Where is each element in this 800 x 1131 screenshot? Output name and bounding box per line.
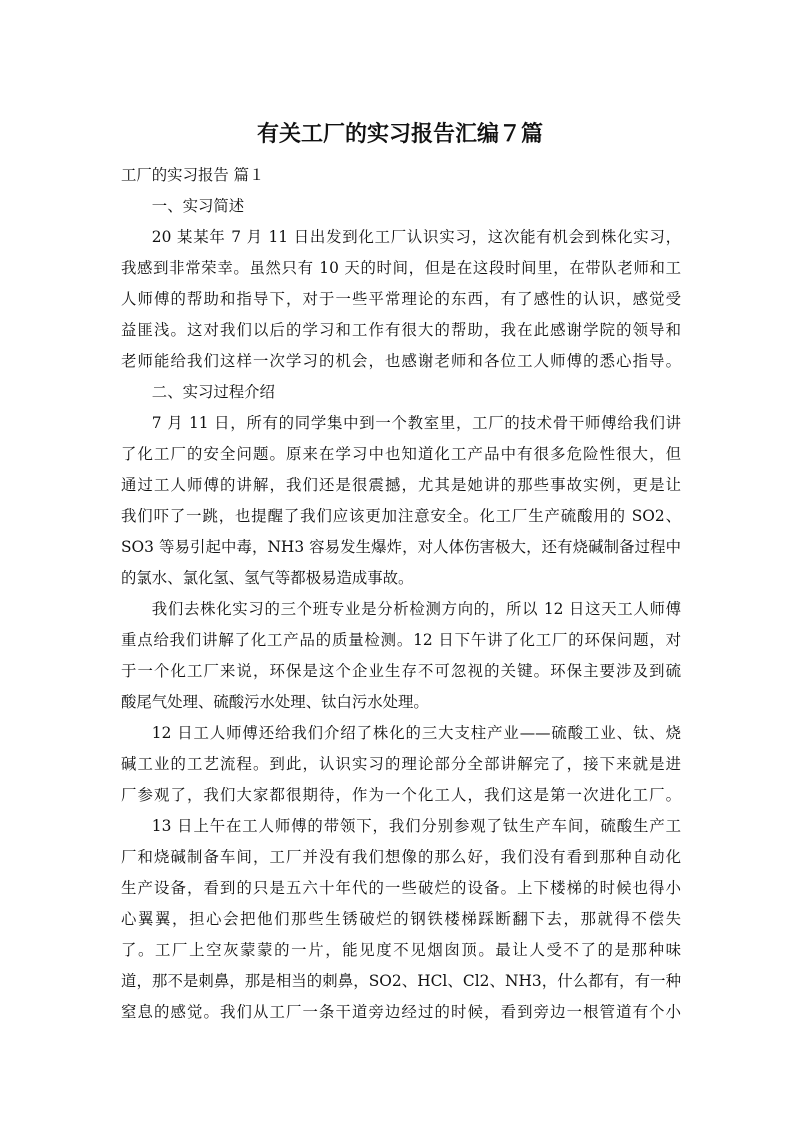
- paragraph-line: 12 日工人师傅还给我们介绍了株化的三大支柱产业——硫酸工业、钛、烧: [151, 724, 681, 742]
- paragraph-line: 重点给我们讲解了化工产品的质量检测。12 日下午讲了化工厂的环保问题，对: [121, 631, 681, 649]
- paragraph-line: 我们去株化实习的三个班专业是分析检测方向的，所以 12 日这天工人师傅: [151, 600, 681, 618]
- section-heading-1: 一、实习简述: [151, 197, 245, 215]
- paragraph-line: 酸尾气处理、硫酸污水处理、钛白污水处理。: [121, 693, 429, 711]
- paragraph-line: 20 某某年 7 月 11 日出发到化工厂认识实习，这次能有机会到株化实习，: [151, 228, 681, 246]
- paragraph-line: 通过工人师傅的讲解，我们还是很震撼，尤其是她讲的那些事故实例，更是让: [121, 476, 681, 494]
- paragraph-line: 我们吓了一跳，也提醒了我们应该更加注意安全。化工厂生产硫酸用的 SO2、: [121, 507, 681, 525]
- paragraph-line: 道，那不是刺鼻，那是相当的刺鼻，SO2、HCl、Cl2、NH3，什么都有，有一种: [121, 972, 681, 990]
- paragraph-line: 13 日上午在工人师傅的带领下，我们分别参观了钛生产车间，硫酸生产工: [151, 817, 681, 835]
- paragraph-4: [121, 718, 681, 811]
- report-heading: 工厂的实习报告 篇１: [121, 166, 265, 184]
- paragraph-line: 7 月 11 日，所有的同学集中到一个教室里，工厂的技术骨干师傅给我们讲: [151, 414, 681, 432]
- paragraph-line: 窒息的感觉。我们从工厂一条干道旁边经过的时候，看到旁边一根管道有个小: [121, 1003, 681, 1021]
- paragraph-line: 人师傅的帮助和指导下，对于一些平常理论的东西，有了感性的认识，感觉受: [121, 290, 681, 308]
- paragraph-line: 于一个化工厂来说，环保是这个企业生存不可忽视的关键。环保主要涉及到硫: [121, 662, 681, 680]
- paragraph-1: [121, 222, 681, 377]
- paragraph-line: 厂参观了，我们大家都很期待，作为一个化工人，我们这是第一次进化工厂。: [121, 786, 681, 804]
- paragraph-line: 心翼翼，担心会把他们那些生锈破烂的钢铁楼梯踩断翻下去，那就得不偿失: [121, 910, 681, 928]
- section-heading-2: 二、实习过程介绍: [151, 383, 275, 401]
- paragraph-line: 碱工业的工艺流程。到此，认识实习的理论部分全部讲解完了，接下来就是进: [121, 755, 681, 773]
- paragraph-line: 了。工厂上空灰蒙蒙的一片，能见度不见烟囱顶。最让人受不了的是那种味: [121, 941, 681, 959]
- document-title: 有关工厂的实习报告汇编７篇: [256, 122, 543, 147]
- paragraph-line: 厂和烧碱制备车间，工厂并没有我们想像的那么好，我们没有看到那种自动化: [121, 848, 681, 866]
- paragraph-line: 的氯水、氯化氢、氢气等都极易造成事故。: [121, 569, 414, 587]
- document-body: [121, 160, 681, 1028]
- paragraph-5: [121, 811, 681, 1028]
- paragraph-line: 老师能给我们这样一次学习的机会，也感谢老师和各位工人师傅的悉心指导。: [121, 352, 681, 370]
- paragraph-line: SO3 等易引起中毒，NH3 容易发生爆炸，对人体伤害极大，还有烧碱制备过程中: [121, 538, 681, 556]
- paragraph-line: 生产设备，看到的只是五六十年代的一些破烂的设备。上下楼梯的时候也得小: [121, 879, 681, 897]
- paragraph-line: 了化工厂的安全问题。原来在学习中也知道化工产品中有很多危险性很大，但: [121, 445, 681, 463]
- paragraph-2: [121, 408, 681, 594]
- paragraph-3: [121, 594, 681, 718]
- paragraph-line: 我感到非常荣幸。虽然只有 10 天的时间，但是在这段时间里，在带队老师和工: [121, 259, 681, 277]
- paragraph-line: 益匪浅。这对我们以后的学习和工作有很大的帮助，我在此感谢学院的领导和: [121, 321, 681, 339]
